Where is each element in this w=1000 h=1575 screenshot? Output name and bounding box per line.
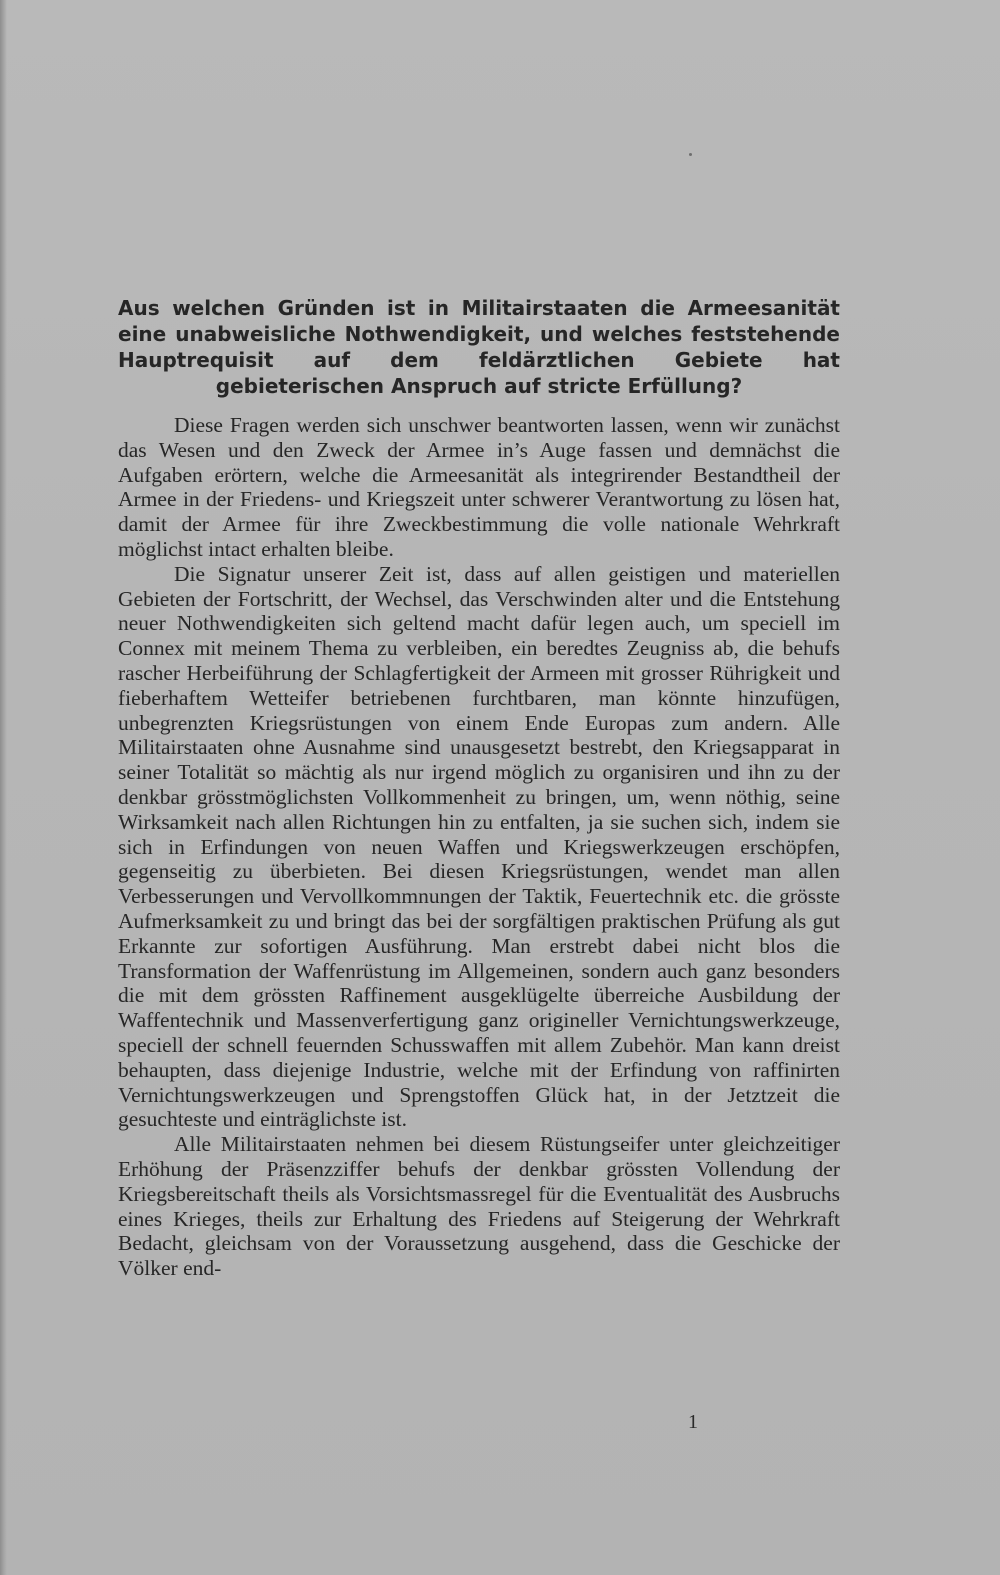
paragraph-1: Diese Fragen werden sich unschwer beantworten lassen, wenn wir zunächst das Wesen und den Zweck der Armee in’s Auge fassen und demnächst die Aufgaben erörtern, welche die Armeesanität als integrirender Bestandtheil der Armee in der Friedens- und Kriegszeit unter schwerer Verantwortung zu lösen hat, damit der Armee für ihre Zweckbestimmung die volle nationale Wehrkraft möglichst intact erhalten bleibe.: [118, 413, 840, 561]
section-heading: Aus welchen Gründen ist in Militairstaaten die Armeesanität eine unabweisliche Nothwendigkeit, und welches feststehende Hauptrequisit auf dem feldärztlichen Gebiete hat gebieterischen Anspruch auf stricte Erfüllung?: [118, 296, 840, 398]
page-number: 1: [688, 1411, 698, 1433]
paragraph-2: Die Signatur unserer Zeit ist, dass auf allen geistigen und materiellen Gebieten der Fortschritt, der Wechsel, das Verschwinden alter und die Entstehung neuer Nothwendigkeiten sich geltend macht dafür legen auch, um speciell im Connex mit meinem Thema zu verbleiben, ein beredtes Zeugniss ab, die behufs rascher Herbeiführung der Schlagfertigkeit der Armeen mit grosser Rührigkeit und fieberhaftem Wetteifer betriebenen furchtbaren, man könnte hinzufügen, unbegrenzten Kriegsrüstungen von einem Ende Europas zum andern. Alle Militairstaaten ohne Ausnahme sind unausgesetzt bestrebt, den Kriegsapparat in seiner Totalität so mächtig als nur irgend möglich zu organisiren und ihn zu der denkbar grösstmöglichsten Vollkommenheit zu bringen, um, wenn nöthig, seine Wirksamkeit nach allen Richtungen hin zu entfalten, ja sie suchen sich, indem sie sich in Erfindungen von neuen Waffen und Kriegswerkzeugen erschöpfen, gegenseitig zu überbieten. Bei diesen Kriegsrüstungen, wendet man allen Verbesserungen und Vervollkommnungen der Taktik, Feuertechnik etc. die grösste Aufmerksamkeit zu und bringt das bei der sorgfältigen praktischen Prüfung als gut Erkannte zur sofortigen Ausführung. Man erstrebt dabei nicht blos die Transformation der Waffenrüstung im Allgemeinen, sondern auch ganz besonders die mit dem grössten Raffinement ausgeklügelte überreiche Ausbildung der Waffentechnik und Massenverfertigung ganz origineller Vernichtungswerkzeuge, speciell der schnell feuernden Schusswaffen mit allem Zubehör. Man kann dreist behaupten, dass diejenige Industrie, welche mit der Erfindung von raffinirten Vernichtungswerkzeugen und Sprengstoffen Glück hat, in der Jetztzeit die gesuchteste und einträglichste ist.: [118, 561, 840, 1132]
page-edge-shadow: [0, 0, 7, 1575]
paper-speck: [689, 153, 692, 156]
text-body: [118, 295, 840, 1281]
paragraph-3: Alle Militairstaaten nehmen bei diesem Rüstungseifer unter gleichzeitiger Erhöhung der Präsenzziffer behufs der denkbar grössten Vollendung der Kriegsbereitschaft theils als Vorsichtsmassregel für die Eventualität des Ausbruchs eines Krieges, theils zur Erhaltung des Friedens auf Steigerung der Wehrkraft Bedacht, gleichsam von der Voraussetzung ausgehend, dass die Geschicke der Völker end-: [118, 1132, 840, 1281]
